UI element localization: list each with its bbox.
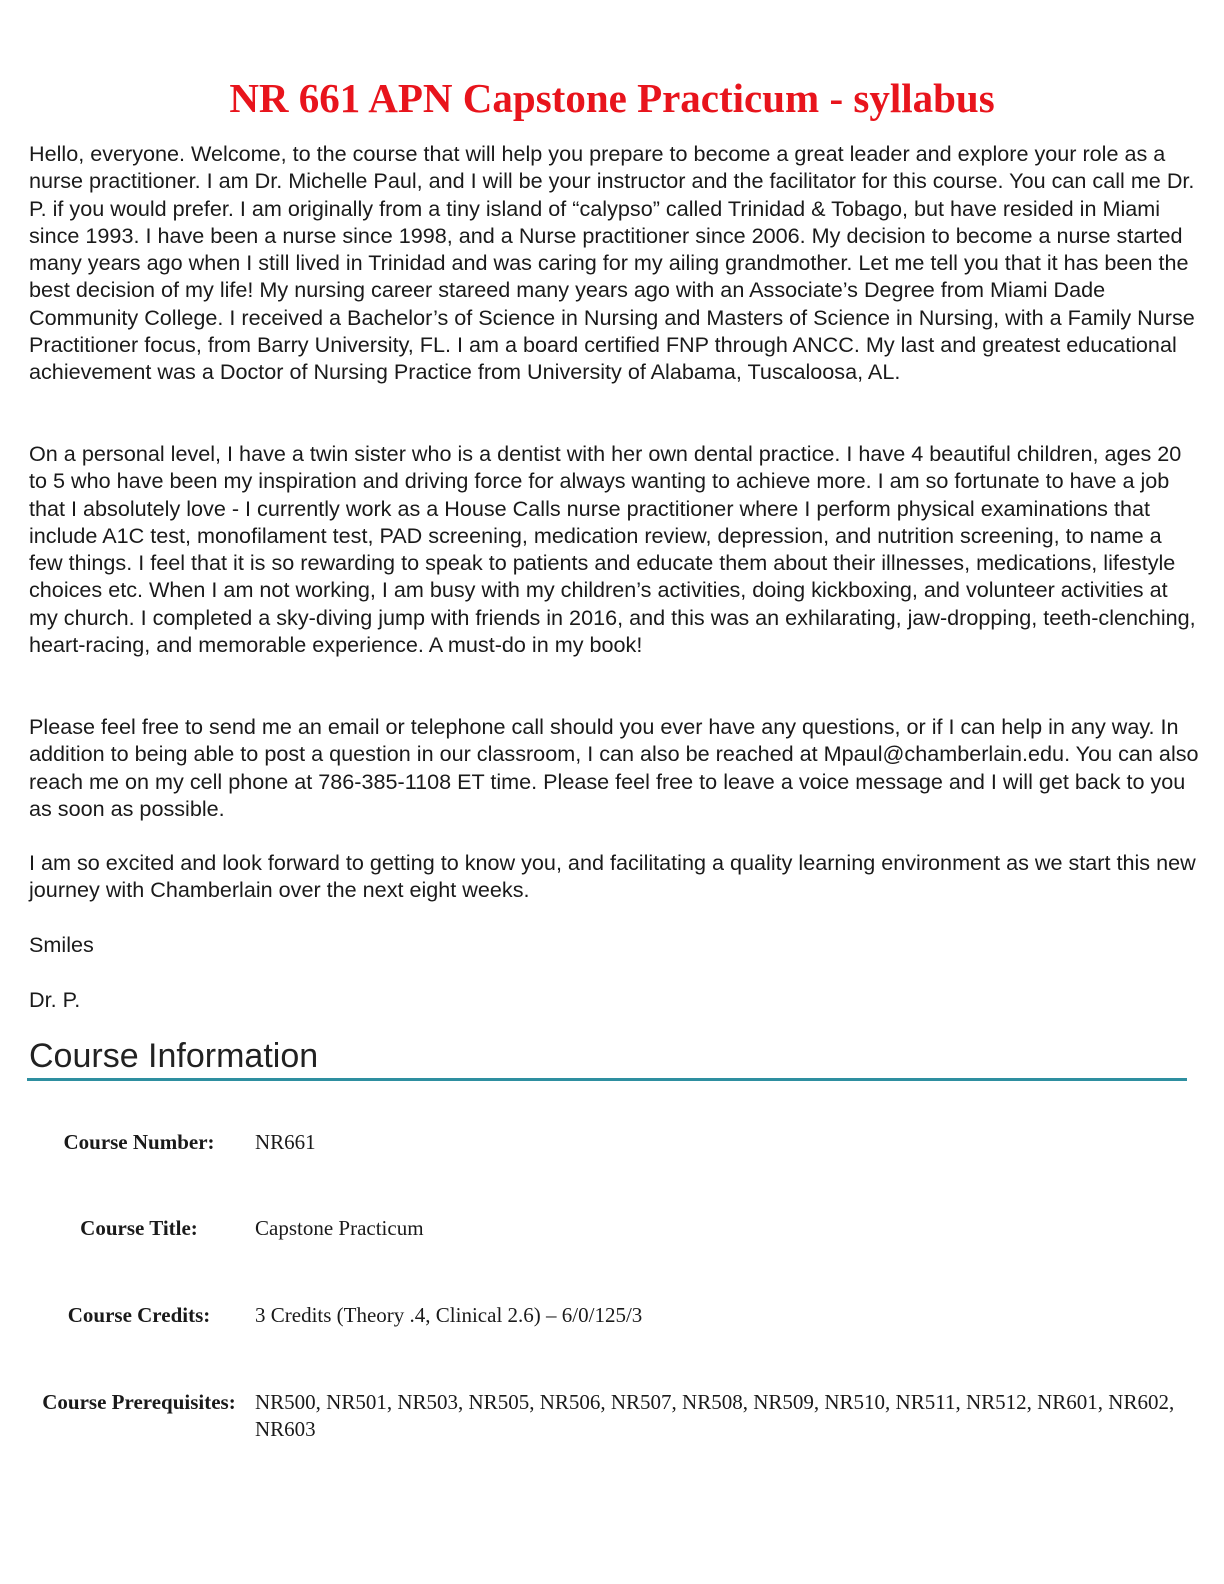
course-title-label: Course Title: (80, 1216, 198, 1240)
section-divider (27, 1078, 1187, 1081)
course-number-label: Course Number: (63, 1130, 215, 1154)
signature: Dr. P. (29, 987, 81, 1012)
course-prerequisites-label: Course Prerequisites: (42, 1390, 236, 1414)
course-credits-label: Course Credits: (67, 1303, 211, 1327)
document-title: NR 661 APN Capstone Practicum - syllabus (229, 75, 995, 121)
sign-off: Smiles (29, 932, 94, 957)
contact-paragraph: Please feel free to send me an email or telephone call should you ever have any questions, or if I can help in any way. In addition to being able to post a question in our classroom, I can also be reached at Mpaul@chamberlain.edu. You can also reach me on my cell phone at 786-385-1108 ET time. Please feel free to leave a voice message and I will get back to you as soon as possible. (29, 714, 1199, 821)
intro-paragraph: Hello, everyone. Welcome, to the course that will help you prepare to become a great leader and explore your role as a nurse practitioner. I am Dr. Michelle Paul, and I will be your instructor and the facilitator for this course. You can call me Dr. P. if you would prefer. I am originally from a tiny island of “calypso” called Trinidad & Tobago, but have resided in Miami since 1993. I have been a nurse since 1998, and a Nurse practitioner since 2006. My decision to become a nurse started many years ago when I still lived in Trinidad and was caring for my ailing grandmother. Let me tell you that it has been the best decision of my life! My nursing career stareed many years ago with an Associate’s Degree from Miami Dade Community College. I received a Bachelor’s of Science in Nursing and Masters of Science in Nursing, with a Family Nurse Practitioner focus, from Barry University, FL. I am a board certified FNP through ANCC. My last and greatest educational achievement was a Doctor of Nursing Practice from University of Alabama, Tuscaloosa, AL. (29, 141, 1195, 385)
course-credits-value: 3 Credits (Theory .4, Clinical 2.6) – 6/0/125/3 (255, 1303, 643, 1327)
course-number-value: NR661 (255, 1130, 316, 1154)
course-title-value: Capstone Practicum (255, 1216, 424, 1240)
course-prerequisites-value: NR500, NR501, NR503, NR505, NR506, NR507, NR508, NR509, NR510, NR511, NR512, NR601, NR602, NR603 (255, 1390, 1175, 1441)
section-heading-course-information: Course Information (29, 1037, 319, 1075)
closing-paragraph: I am so excited and look forward to getting to know you, and facilitating a quality learning environment as we start this new journey with Chamberlain over the next eight weeks. (29, 850, 1196, 903)
personal-paragraph: On a personal level, I have a twin sister who is a dentist with her own dental practice. I have 4 beautiful children, ages 20 to 5 who have been my inspiration and driving force for always wanting to achieve more. I am so fortunate to have a job that I absolutely love - I currently work as a House Calls nurse practitioner where I perform physical examinations that include A1C test, monofilament test, PAD screening, medication review, depression, and nutrition screening, to name a few things. I feel that it is so rewarding to speak to patients and educate them about their illnesses, medications, lifestyle choices etc. When I am not working, I am busy with my children’s activities, doing kickboxing, and volunteer activities at my church. I completed a sky-diving jump with friends in 2016, and this was an exhilarating, jaw-dropping, teeth-clenching, heart-racing, and memorable experience. A must-do in my book! (29, 441, 1196, 658)
